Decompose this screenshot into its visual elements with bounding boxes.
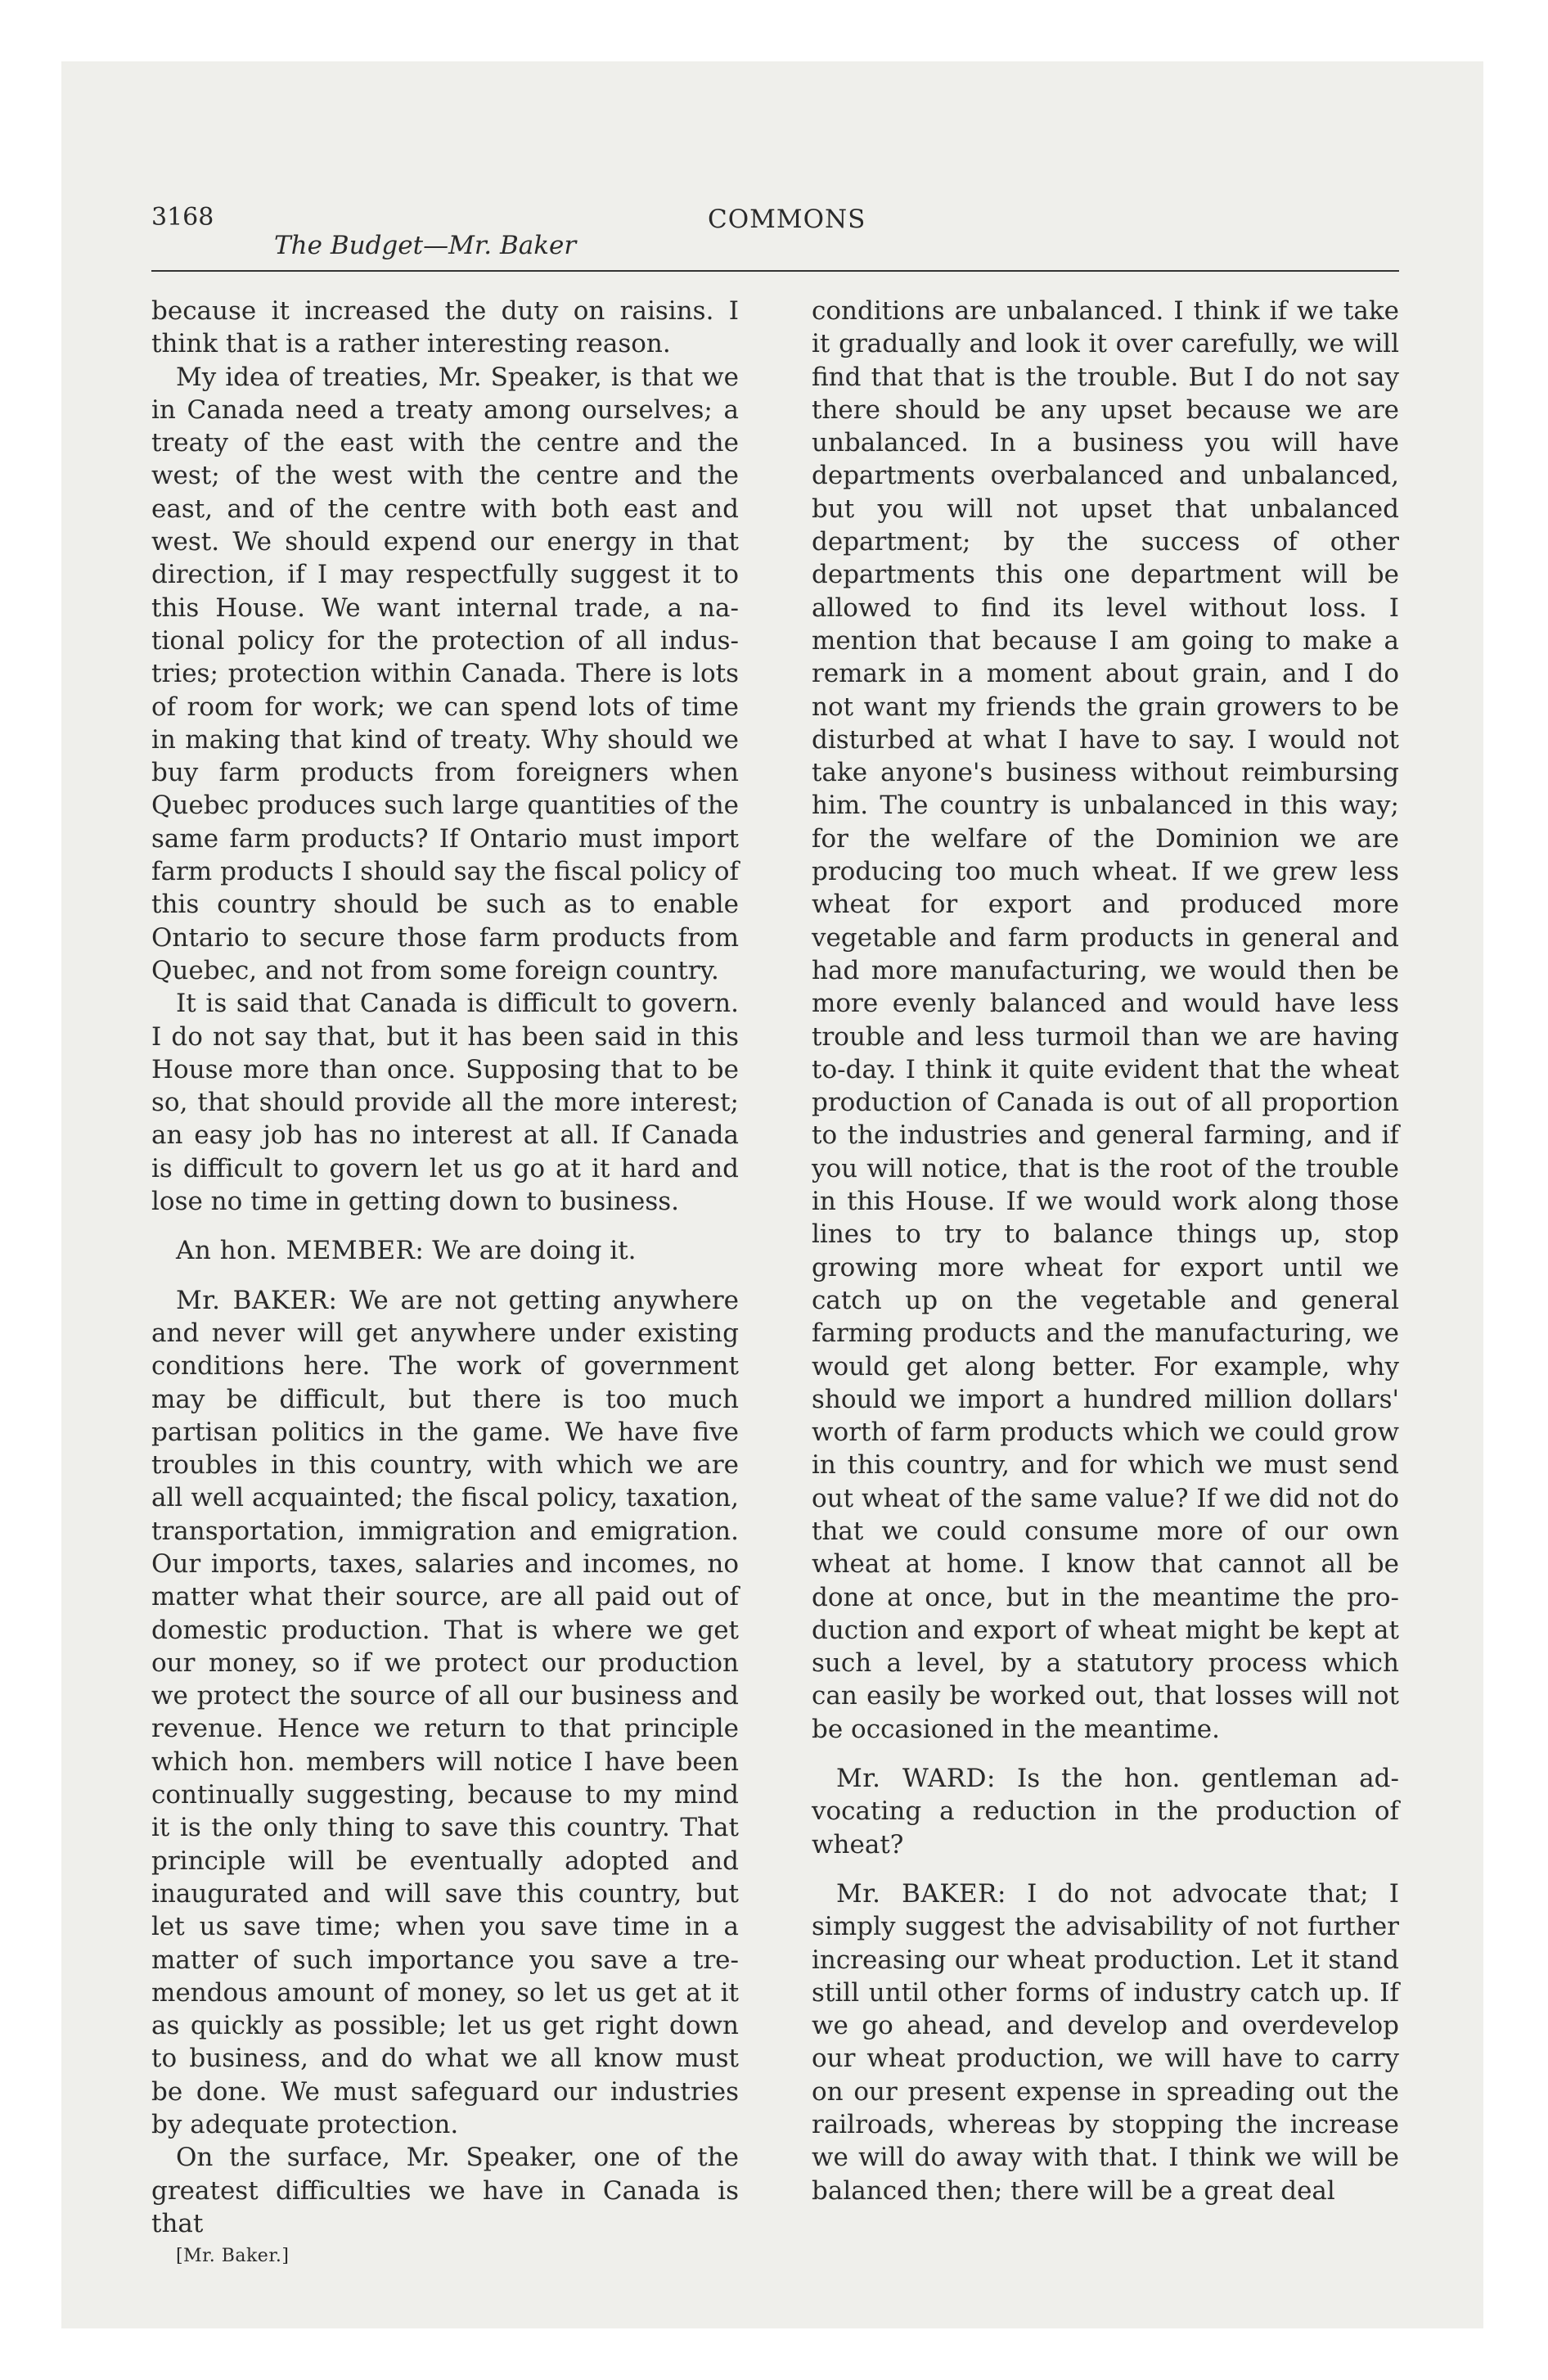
house-name: COMMONS (708, 205, 866, 234)
scanned-page (61, 61, 1483, 2328)
speech-baker-reply (812, 1877, 1399, 2207)
right-column (812, 295, 1399, 2274)
section-title: The Budget—Mr. Baker (274, 231, 577, 260)
header-rule (151, 270, 1399, 272)
hansard-page (151, 139, 1399, 2283)
speech-text: Is the hon. gentleman advocating a reduction in the production of wheat? (812, 1764, 1399, 1859)
speech-text: We are doing it. (432, 1236, 637, 1266)
speech-text: I do not advocate that; I simply suggest the advisability of not further increasing our wheat production. Let it stand still until other forms of industry catch up. If we go ahead, and develop and overdevelop our wheat production, we will have to carry on our present expense in spreading out the railroads, whereas by stopping the increase we will do away with that. I think we will be balanced then; there will be a great deal (812, 1878, 1399, 2206)
text-columns (151, 295, 1399, 2274)
speaker-name: An hon. MEMBER: (176, 1236, 425, 1266)
speaker-name: Mr. BAKER: (836, 1878, 1006, 1909)
speech-baker (151, 1284, 739, 2142)
paragraph: because it increased the duty on raisins. I think that is a rather interesting reason. (151, 296, 739, 359)
page-number: 3168 (151, 203, 214, 232)
paragraph: My idea of treaties, Mr. Speaker, is that we in Canada need a treaty among ourselves; a treaty of the east with the centre and the west; of the west with the centre and the east, and of the centre with both east and west. We should expend our energy in that direction, if I may respectfully suggest it to this House. We want internal trade, a national policy for the protection of all industries; protection within Canada. There is lots of room for work; we can spend lots of time in making that kind of treaty. Why should we buy farm products from foreigners when Quebec produces such large quantities of the same farm products? If Ontario must import farm products I should say the fiscal policy of this country should be such as to enable Ontario to secure those farm products from Quebec, and not from some foreign country. (151, 362, 739, 985)
speech-ward (812, 1762, 1399, 1861)
paragraph: conditions are unbalanced. I think if we take it gradually and look it over carefully, we will find that that is the trouble. But I do not say there should be any upset because we are unbalanced. In a business you will have departments overbalanced and unbalanced, but you will not upset that unbalanced department; by the success of other departments this one department will be allowed to find its level without loss. I mention that because I am going to make a remark in a moment about grain, and I do not want my friends the grain growers to be disturbed at what I have to say. I would not take anyone's business without reimbursing him. The country is unbalanced in this way; for the welfare of the Dominion we are producing too much wheat. If we grew less wheat for export and produced more vegetable and farm products in general and had more manufacturing, we would then be more evenly balanced and would have less trouble and less turmoil than we are having to-day. I think it quite evident that the wheat production of Canada is out of all proportion to the industries and general farming, and if you will notice, that is the root of the trouble in this House. If we would work along those lines to try to balance things up, stop growing more wheat for export until we catch up on the vegetable and general farming products and the manufacturing, we would get along better. For example, why should we import a hundred million dollars' worth of farm products which we could grow in this country, and for which we must send out wheat of the same value? If we did not do that we could consume more of our own wheat at home. I know that cannot all be done at once, but in the meantime the production and export of wheat might be kept at such a level, by a statutory process which can easily be worked out, that losses will not be occasioned in the meantime. (812, 296, 1399, 1744)
paragraph: It is said that Canada is difficult to govern. I do not say that, but it has been said in this House more than once. Supposing that to be so, that should provide all the more interest; an easy job has no interest at all. If Canada is difficult to govern let us go at it hard and lose no time in getting down to business. (151, 989, 739, 1217)
interjection-member (151, 1234, 739, 1267)
speaker-name: Mr. WARD: (836, 1764, 996, 1794)
speaker-name: Mr. BAKER: (176, 1285, 338, 1315)
speaker-footer-tag: [Mr. Baker.] (176, 2246, 290, 2267)
running-header (151, 139, 1399, 262)
left-column (151, 295, 739, 2274)
speech-text: We are not getting anywhere and never will get anywhere under existing conditions here. The work of government may be difficult, but there is too much partisan politics in the game. We have five troubles in this country, with which we are all well acquainted; the fiscal policy, taxation, transportation, immigration and emigration. Our imports, taxes, salaries and incomes, no matter what their source, are all paid out of domestic production. That is where we get our money, so if we protect our production we protect the source of all our business and revenue. Hence we return to that principle which hon. members will notice I have been continually suggesting, because to my mind it is the only thing to save this country. That principle will be eventually adopted and inaugurated and will save this country, but let us save time; when you save time in a matter of such importance you save a tremendous amount of money, so let us get at it as quickly as possible; let us get right down to business, and do what we all know must be done. We must safeguard our industries by adequate protection. (151, 1285, 739, 2140)
paragraph: On the surface, Mr. Speaker, one of the greatest difficulties we have in Canada is that (151, 2143, 739, 2238)
